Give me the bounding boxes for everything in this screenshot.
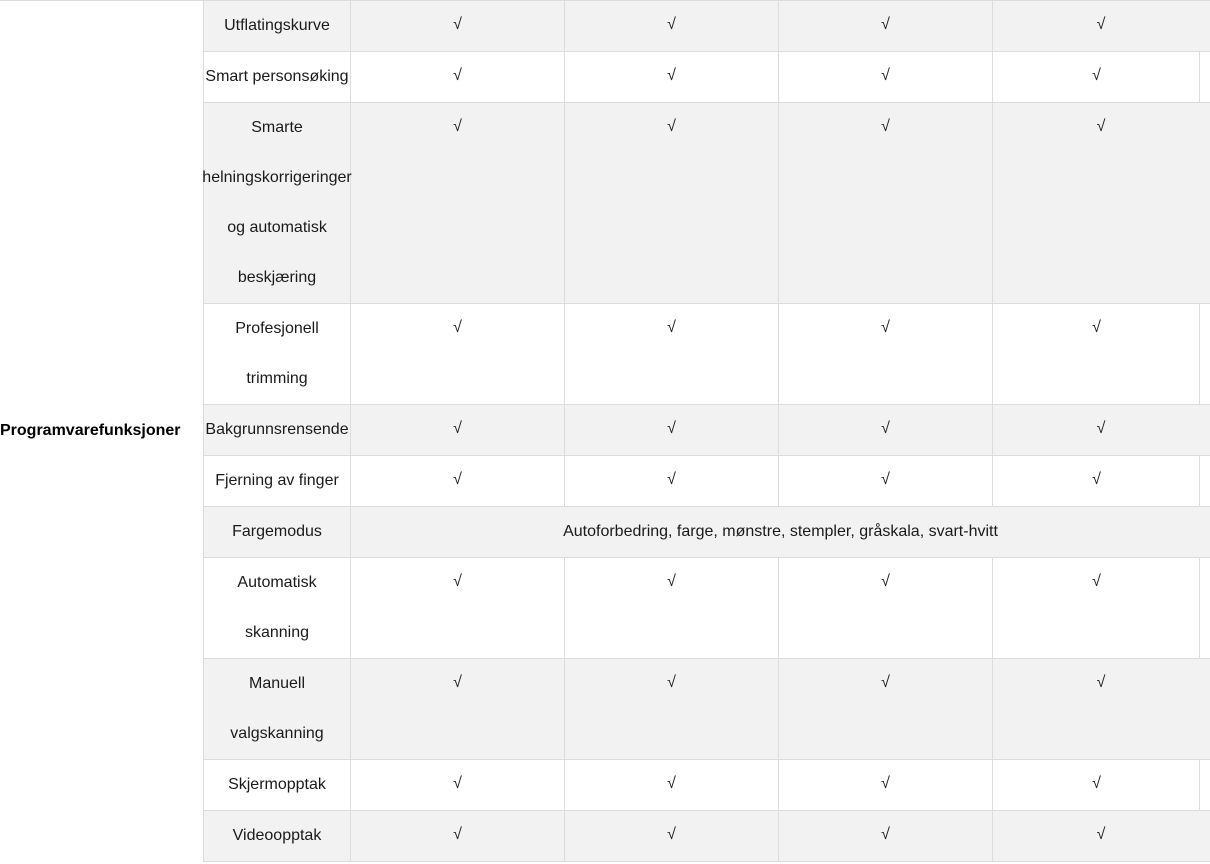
feature-label: Fargemodus xyxy=(232,523,322,540)
feature-cell xyxy=(203,1,351,51)
check-mark: √ xyxy=(1096,118,1106,135)
feature-label: Smarte helningskorrigeringer og automatisk beskjæring xyxy=(202,119,352,286)
check-mark: √ xyxy=(351,456,565,506)
check-mark: √ xyxy=(351,558,565,658)
feature-label: Profesjonell trimming xyxy=(235,320,319,387)
feature-label: Bakgrunnsrensende xyxy=(205,421,349,438)
check-mark: √ xyxy=(351,760,565,810)
check-mark: √ xyxy=(565,558,779,658)
feature-cell xyxy=(203,558,351,658)
check-mark: √ xyxy=(351,304,565,404)
check-mark: √ xyxy=(779,760,993,810)
feature-label: Videoopptak xyxy=(232,827,322,844)
check-mark: √ xyxy=(565,103,779,303)
feature-label: Automatisk skanning xyxy=(237,574,317,641)
table-row xyxy=(203,658,1210,759)
check-mark: √ xyxy=(994,558,1200,658)
table-row xyxy=(203,455,1210,506)
check-mark: √ xyxy=(565,811,779,861)
check-mark: √ xyxy=(565,304,779,404)
check-mark: √ xyxy=(994,304,1200,404)
feature-cell xyxy=(203,304,351,404)
table-row xyxy=(203,102,1210,303)
check-mark: √ xyxy=(1096,420,1106,437)
check-mark: √ xyxy=(351,659,565,759)
feature-label: Smart personsøking xyxy=(205,68,349,85)
table-row xyxy=(203,303,1210,404)
table-row xyxy=(203,810,1210,861)
merged-value-cell: Autoforbedring, farge, mønstre, stempler, gråskala, svart-hvitt xyxy=(563,523,998,540)
check-mark: √ xyxy=(351,405,565,455)
feature-label: Manuell valgskanning xyxy=(230,675,324,742)
check-mark: √ xyxy=(779,52,993,102)
feature-label: Utflatingskurve xyxy=(224,17,330,34)
check-mark: √ xyxy=(994,456,1200,506)
check-mark: √ xyxy=(565,456,779,506)
table-row xyxy=(203,506,1210,557)
check-mark: √ xyxy=(565,760,779,810)
check-mark: √ xyxy=(779,1,993,51)
check-mark: √ xyxy=(779,456,993,506)
feature-label: Fjerning av finger xyxy=(215,472,339,489)
check-mark: √ xyxy=(351,811,565,861)
check-mark: √ xyxy=(351,52,565,102)
check-mark: √ xyxy=(994,52,1200,102)
table-row xyxy=(203,759,1210,810)
feature-cell xyxy=(203,507,351,557)
feature-cell xyxy=(203,456,351,506)
feature-cell xyxy=(203,405,351,455)
feature-cell xyxy=(203,103,351,303)
check-mark: √ xyxy=(994,760,1200,810)
check-mark: √ xyxy=(779,304,993,404)
check-mark: √ xyxy=(779,659,993,759)
table-row xyxy=(203,51,1210,102)
feature-cell xyxy=(203,52,351,102)
feature-label: Skjermopptak xyxy=(228,776,326,793)
table-row xyxy=(203,557,1210,658)
table-row xyxy=(203,404,1210,455)
check-mark: √ xyxy=(565,52,779,102)
check-mark: √ xyxy=(779,558,993,658)
feature-cell xyxy=(203,659,351,759)
check-mark: √ xyxy=(565,405,779,455)
check-mark: √ xyxy=(351,103,565,303)
check-mark: √ xyxy=(779,811,993,861)
check-mark: √ xyxy=(1096,16,1106,33)
check-mark: √ xyxy=(351,1,565,51)
feature-cell xyxy=(203,760,351,810)
table-bottom-border xyxy=(203,861,1210,862)
check-mark: √ xyxy=(565,1,779,51)
table-row xyxy=(203,0,1210,51)
check-mark: √ xyxy=(1096,826,1106,843)
check-mark: √ xyxy=(779,405,993,455)
category-label: Programvarefunksjoner xyxy=(0,422,181,439)
check-mark: √ xyxy=(565,659,779,759)
feature-cell xyxy=(203,811,351,861)
check-mark: √ xyxy=(1096,674,1106,691)
check-mark: √ xyxy=(779,103,993,303)
